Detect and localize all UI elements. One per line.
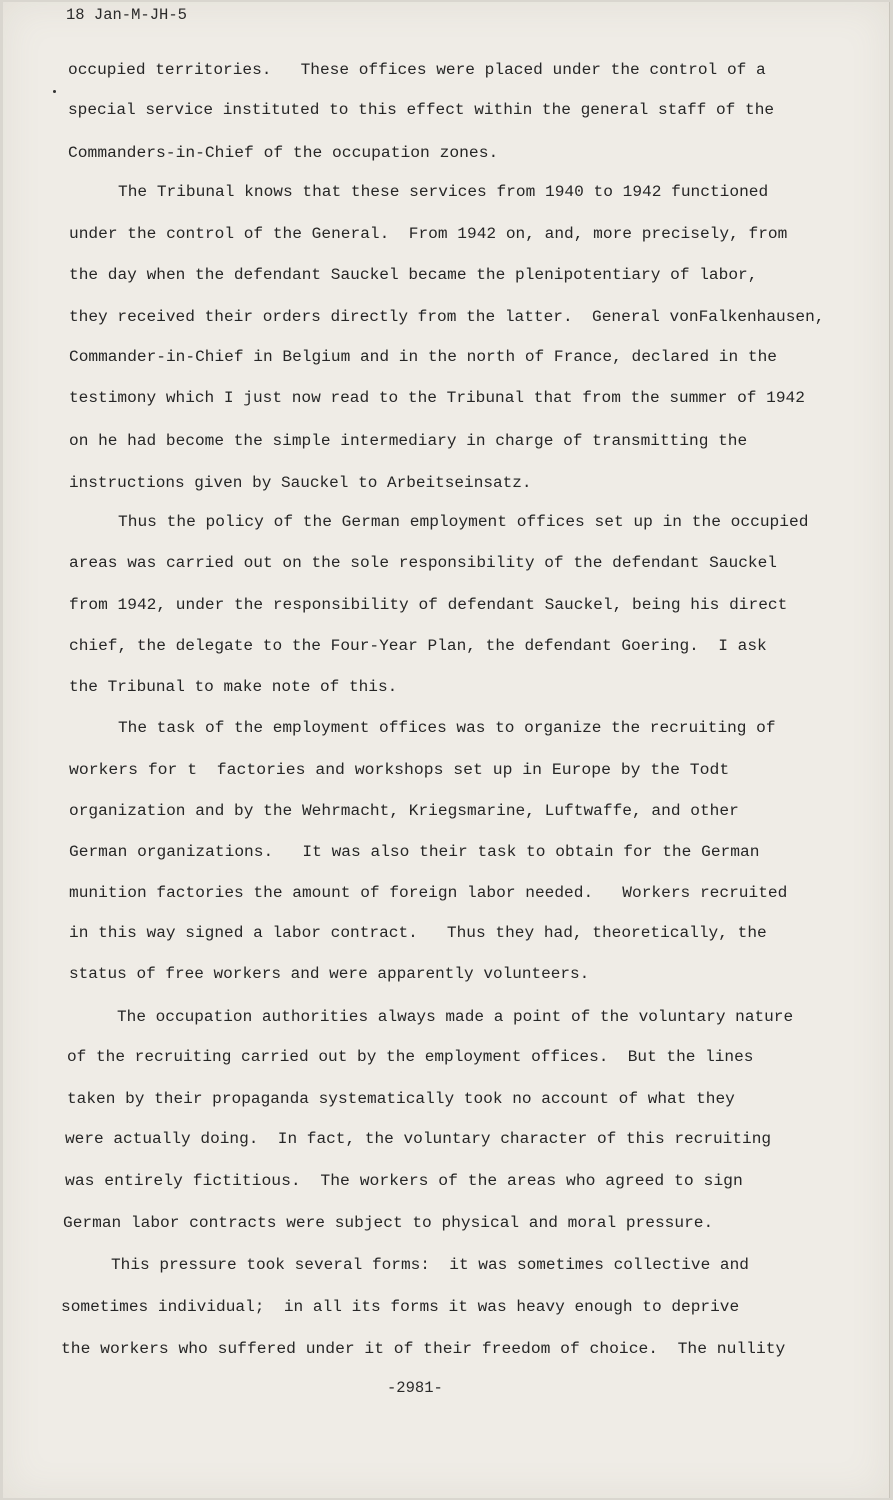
text-line: Thus the policy of the German employment offices set up in the occupied (118, 513, 809, 531)
text-line: the day when the defendant Sauckel became the plenipotentiary of labor, (69, 266, 758, 284)
text-line: The task of the employment offices was to organize the recruiting of (118, 719, 776, 737)
document-page (3, 2, 890, 1498)
text-line: The Tribunal knows that these services from 1940 to 1942 functioned (118, 183, 769, 201)
text-line: This pressure took several forms: it was sometimes collective and (111, 1256, 749, 1274)
text-line: the Tribunal to make note of this. (69, 678, 398, 696)
text-line: was entirely fictitious. The workers of the areas who agreed to sign (65, 1172, 743, 1190)
text-line: organization and by the Wehrmacht, Kriegsmarine, Luftwaffe, and other (69, 802, 739, 820)
text-line: special service instituted to this effect within the general staff of the (68, 101, 775, 119)
text-line: they received their orders directly from the latter. General vonFalkenhausen, (69, 308, 825, 326)
page-header: 18 Jan-M-JH-5 (66, 6, 187, 24)
text-line: taken by their propaganda systematically took no account of what they (67, 1090, 735, 1108)
page-number: -2981- (387, 1379, 443, 1397)
text-line: German organizations. It was also their task to obtain for the German (69, 843, 760, 861)
text-line: workers for t factories and workshops set up in Europe by the Todt (69, 761, 730, 779)
text-line: testimony which I just now read to the Tribunal that from the summer of 1942 (69, 389, 805, 407)
text-line: from 1942, under the responsibility of defendant Sauckel, being his direct (69, 596, 788, 614)
text-line: areas was carried out on the sole responsibility of the defendant Sauckel (69, 554, 778, 572)
text-line: instructions given by Sauckel to Arbeitseinsatz. (69, 474, 532, 492)
text-line: occupied territories. These offices were placed under the control of a (68, 61, 766, 79)
text-line: munition factories the amount of foreign labor needed. Workers recruited (69, 884, 788, 902)
text-line: status of free workers and were apparently volunteers. (69, 965, 590, 983)
margin-mark (53, 90, 56, 93)
text-line: on he had become the simple intermediary in charge of transmitting the (69, 432, 748, 450)
text-line: Commander-in-Chief in Belgium and in the north of France, declared in the (69, 348, 778, 366)
text-line: were actually doing. In fact, the voluntary character of this recruiting (65, 1130, 772, 1148)
text-line: German labor contracts were subject to physical and moral pressure. (63, 1214, 714, 1232)
text-line: the workers who suffered under it of their freedom of choice. The nullity (61, 1340, 786, 1358)
text-line: of the recruiting carried out by the employment offices. But the lines (67, 1048, 754, 1066)
text-line: The occupation authorities always made a point of the voluntary nature (117, 1008, 794, 1026)
text-line: chief, the delegate to the Four-Year Plan, the defendant Goering. I ask (69, 637, 767, 655)
text-line: in this way signed a labor contract. Thus they had, theoretically, the (69, 924, 767, 942)
text-line: under the control of the General. From 1942 on, and, more precisely, from (69, 225, 788, 243)
text-line: sometimes individual; in all its forms it was heavy enough to deprive (61, 1298, 740, 1316)
text-line: Commanders-in-Chief of the occupation zones. (68, 144, 499, 162)
